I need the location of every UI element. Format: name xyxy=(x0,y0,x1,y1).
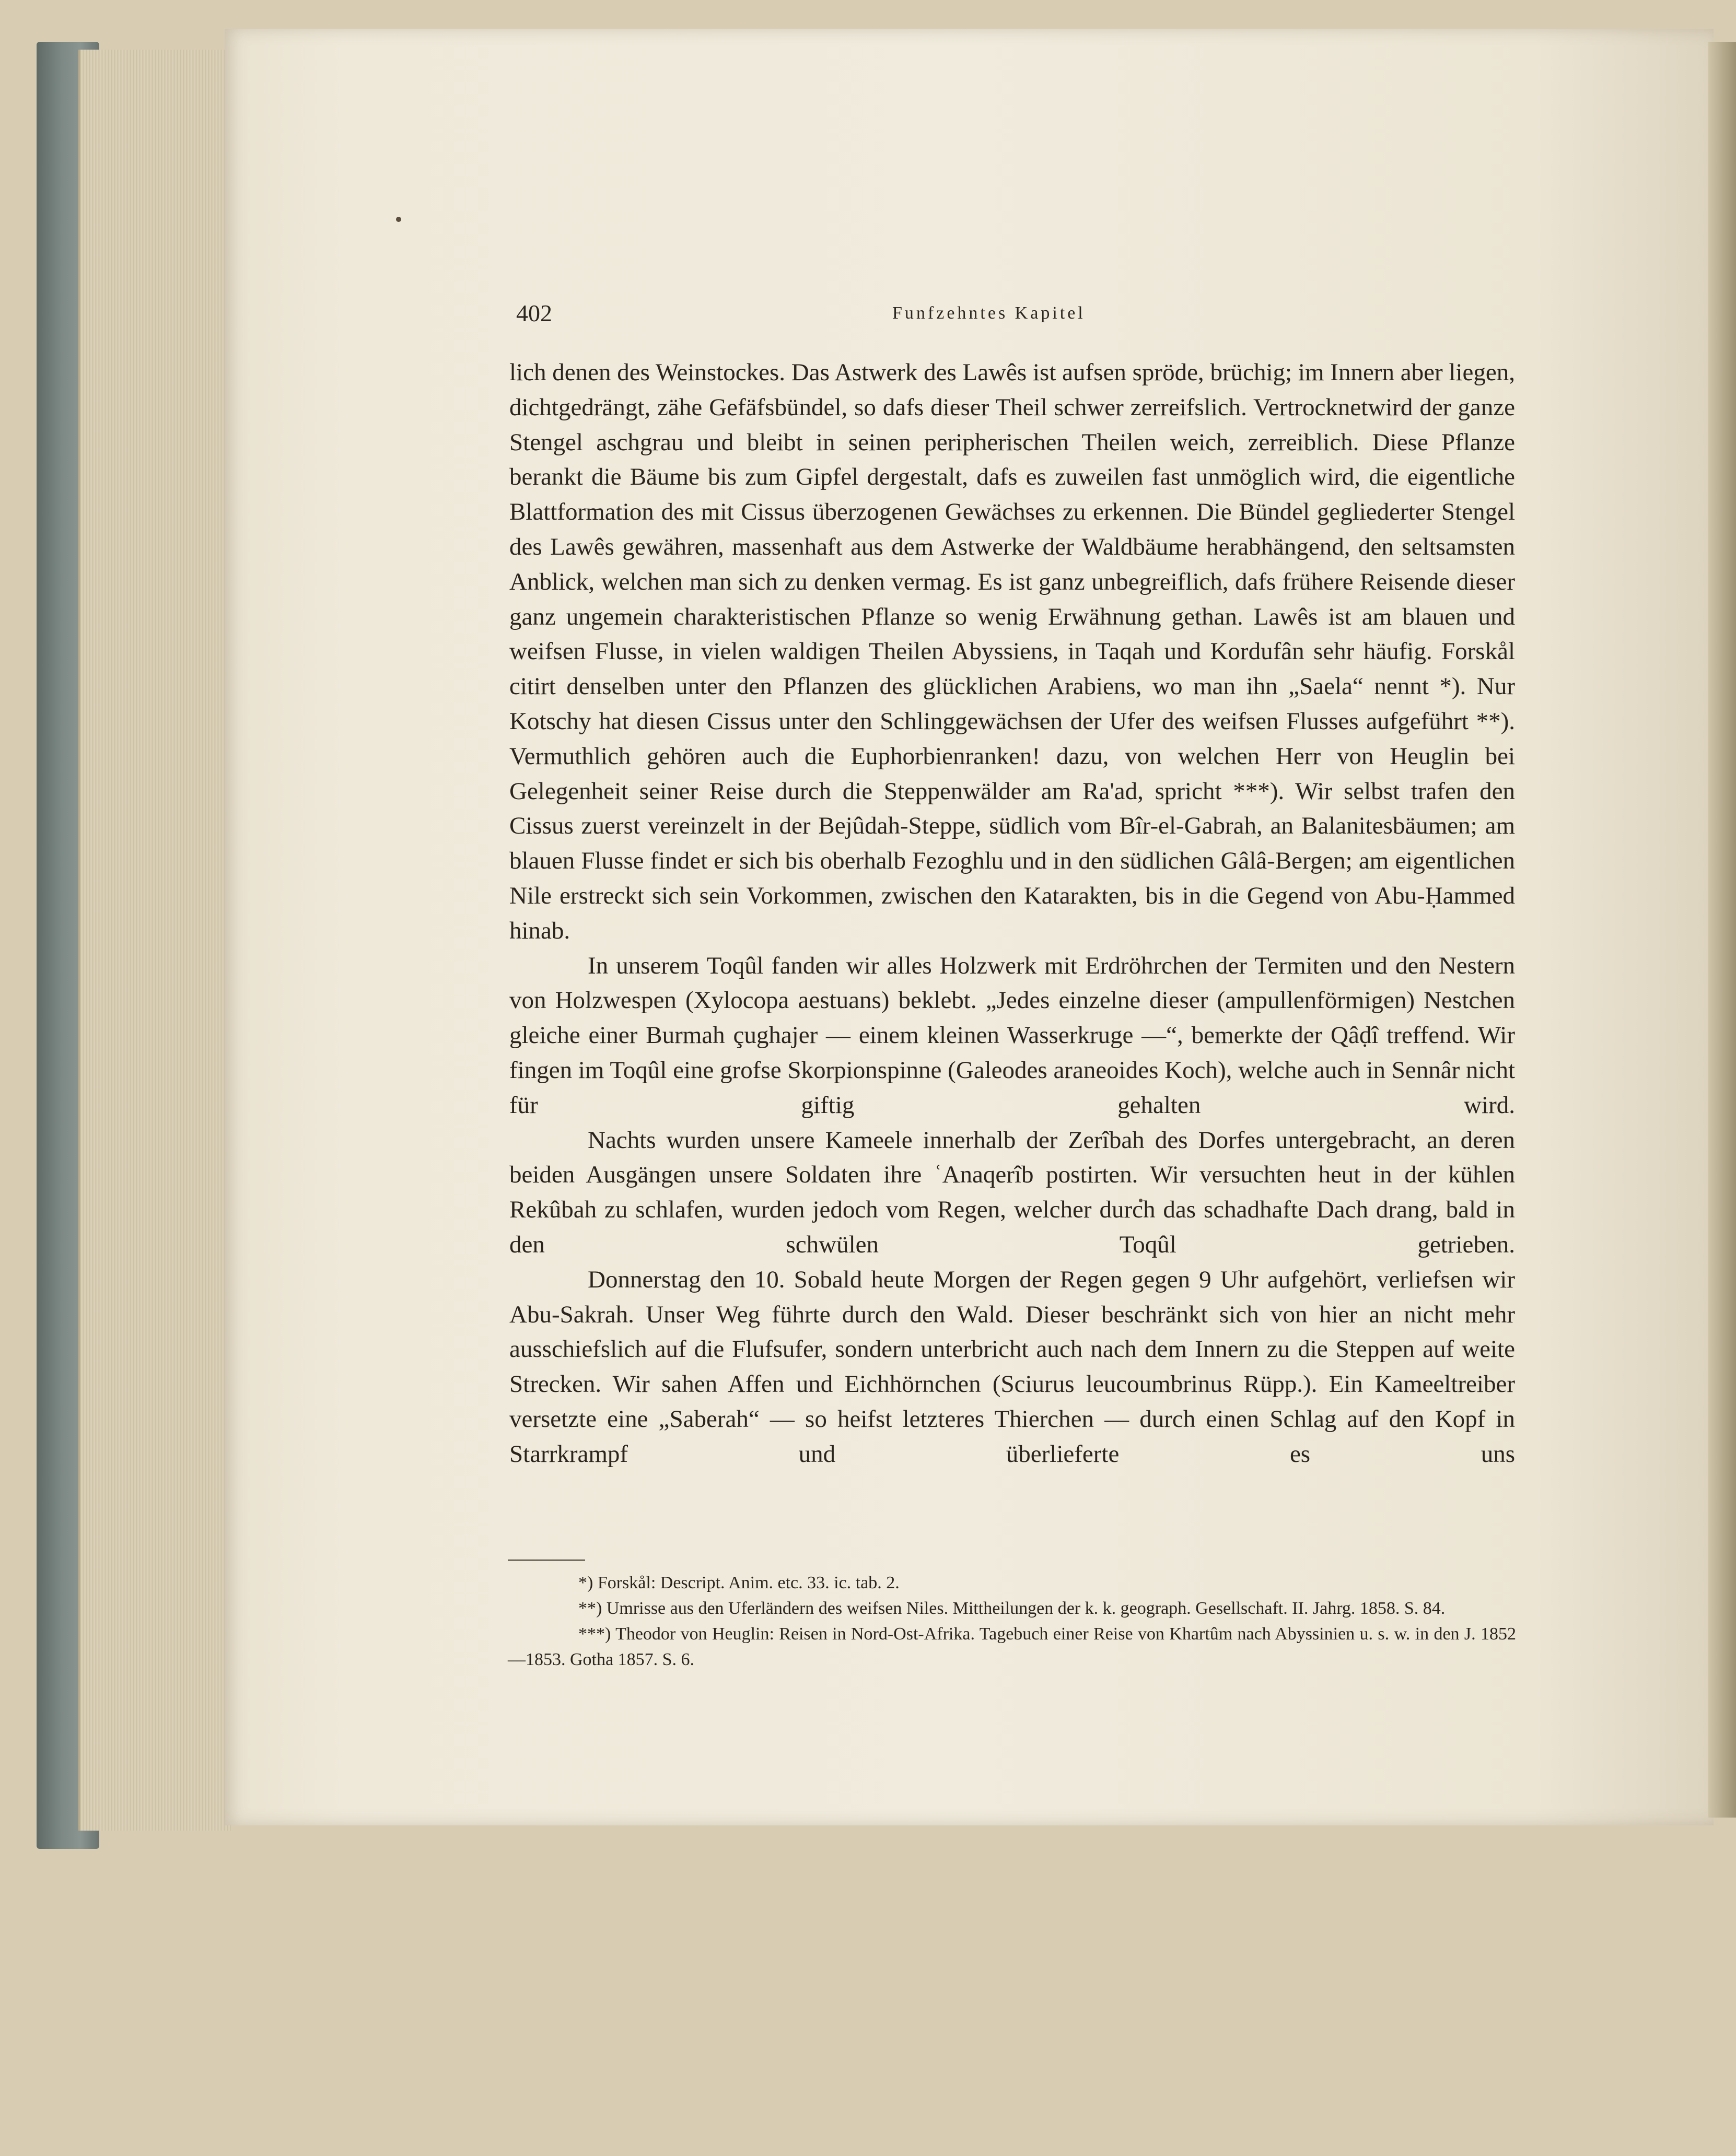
running-head xyxy=(516,299,1530,331)
footnote: ***) Theodor von Heuglin: Reisen in Nord-Ost-Afrika. Tagebuch einer Reise von Khartûm nach Abyssinien u. s. w. in den J. 1852—1853. Gotha 1857. S. 6. xyxy=(508,1624,1516,1669)
footnote-rule xyxy=(508,1560,585,1561)
page-number: 402 xyxy=(516,300,552,326)
paragraph: Donnerstag den 10. Sobald heute Morgen der Regen gegen 9 Uhr aufgehört, verliefsen wir Abu-Sakrah. Unser Weg führte durch den Wald. Dieser beschränkt sich von hier an nicht mehr ausschiefslich auf die Flufsufer, sondern unterbricht auch nach dem Innern zu die Steppen auf weite Strecken. Wir sahen Affen und Eichhörnchen (Sciurus leucoumbrinus Rüpp.). Ein Kameeltreiber versetzte eine „Saberah“ — so heifst letzteres Thierchen — durch einen Schlag auf den Kopf in Starrkrampf und überlieferte es uns xyxy=(509,1266,1515,1468)
footnote: *) Forskål: Descript. Anim. etc. 33. ic. tab. 2. xyxy=(578,1573,900,1592)
dust-speck xyxy=(396,217,401,222)
chapter-title: Funfzehntes Kapitel xyxy=(892,303,1086,323)
body-text xyxy=(509,355,1515,1472)
page-block-edges xyxy=(78,50,232,1831)
footnotes xyxy=(508,1570,1516,1672)
paragraph: In unserem Toqûl fanden wir alles Holzwerk mit Erdröhrchen der Termiten und den Nestern von Holzwespen (Xylocopa aestuans) beklebt. „Jedes einzelne dieser (ampullenförmigen) Nestchen gleiche einer Burmah çughajer — einem kleinen Wasserkruge —“, bemerkte der Qâḍî treffend. Wir fingen im Toqûl eine grofse Skorpionspinne (Galeodes araneoides Koch), welche auch in Sennâr nicht für giftig gehalten wird. xyxy=(509,952,1515,1119)
footnote: **) Umrisse aus den Uferländern des weifsen Niles. Mittheilungen der k. k. geograph. Gesellschaft. II. Jahrg. 1858. S. 84. xyxy=(578,1599,1446,1618)
opposite-page-edge xyxy=(1708,42,1736,1818)
paragraph: Nachts wurden unsere Kameele innerhalb der Zerîbah des Dorfes untergebracht, an deren beiden Ausgängen unsere Soldaten ihre ʿAnaqerîb postirten. Wir versuchten heut in der kühlen Rekûbah zu schlafen, wurden jedoch vom Regen, welcher durch das schadhafte Dach drang, bald in den schwülen Toqûl getrieben. xyxy=(509,1126,1515,1258)
paragraph: lich denen des Weinstockes. Das Astwerk des Lawês ist aufsen spröde, brüchig; im Innern aber liegen, dichtgedrängt, zähe Gefäfsbündel, so dafs dieser Theil schwer zerreifslich. Vertrocknetwird der ganze Stengel aschgrau und bleibt in seinen peripherischen Theilen weich, zerreiblich. Diese Pflanze berankt die Bäume bis zum Gipfel dergestalt, dafs es zuweilen fast unmöglich wird, die eigentliche Blattformation des mit Cissus überzogenen Gewächses zu erkennen. Die Bündel gegliederter Stengel des Lawês gewähren, massenhaft aus dem Astwerke der Waldbäume herabhängend, den seltsamsten Anblick, welchen man sich zu denken vermag. Es ist ganz unbegreiflich, dafs frühere Reisende dieser ganz ungemein charakteristischen Pflanze so wenig Erwähnung gethan. Lawês ist am blauen und weifsen Flusse, in vielen waldigen Theilen Abyssiens, in Taqah und Kordufân sehr häufig. Forskål citirt denselben unter den Pflanzen des glücklichen Arabiens, wo man ihn „Saela“ nennt *). Nur Kotschy hat diesen Cissus unter den Schlinggewächsen der Ufer des weifsen Flusses aufgeführt **). Vermuthlich gehören auch die Euphorbienranken! dazu, von welchen Herr von Heuglin bei Gelegenheit seiner Reise durch die Steppenwälder am Ra'ad, spricht ***). Wir selbst trafen den Cissus zuerst vereinzelt in der Bejûdah-Steppe, südlich vom Bîr-el-Gabrah, an Balanitesbäumen; am blauen Flusse findet er sich bis oberhalb Fezoghlu und in den südlichen Gâlâ-Bergen; am eigentlichen Nile erstreckt sich sein Vorkommen, zwischen den Katarakten, bis in die Gegend von Abu-Ḥammed hinab. xyxy=(509,359,1515,944)
